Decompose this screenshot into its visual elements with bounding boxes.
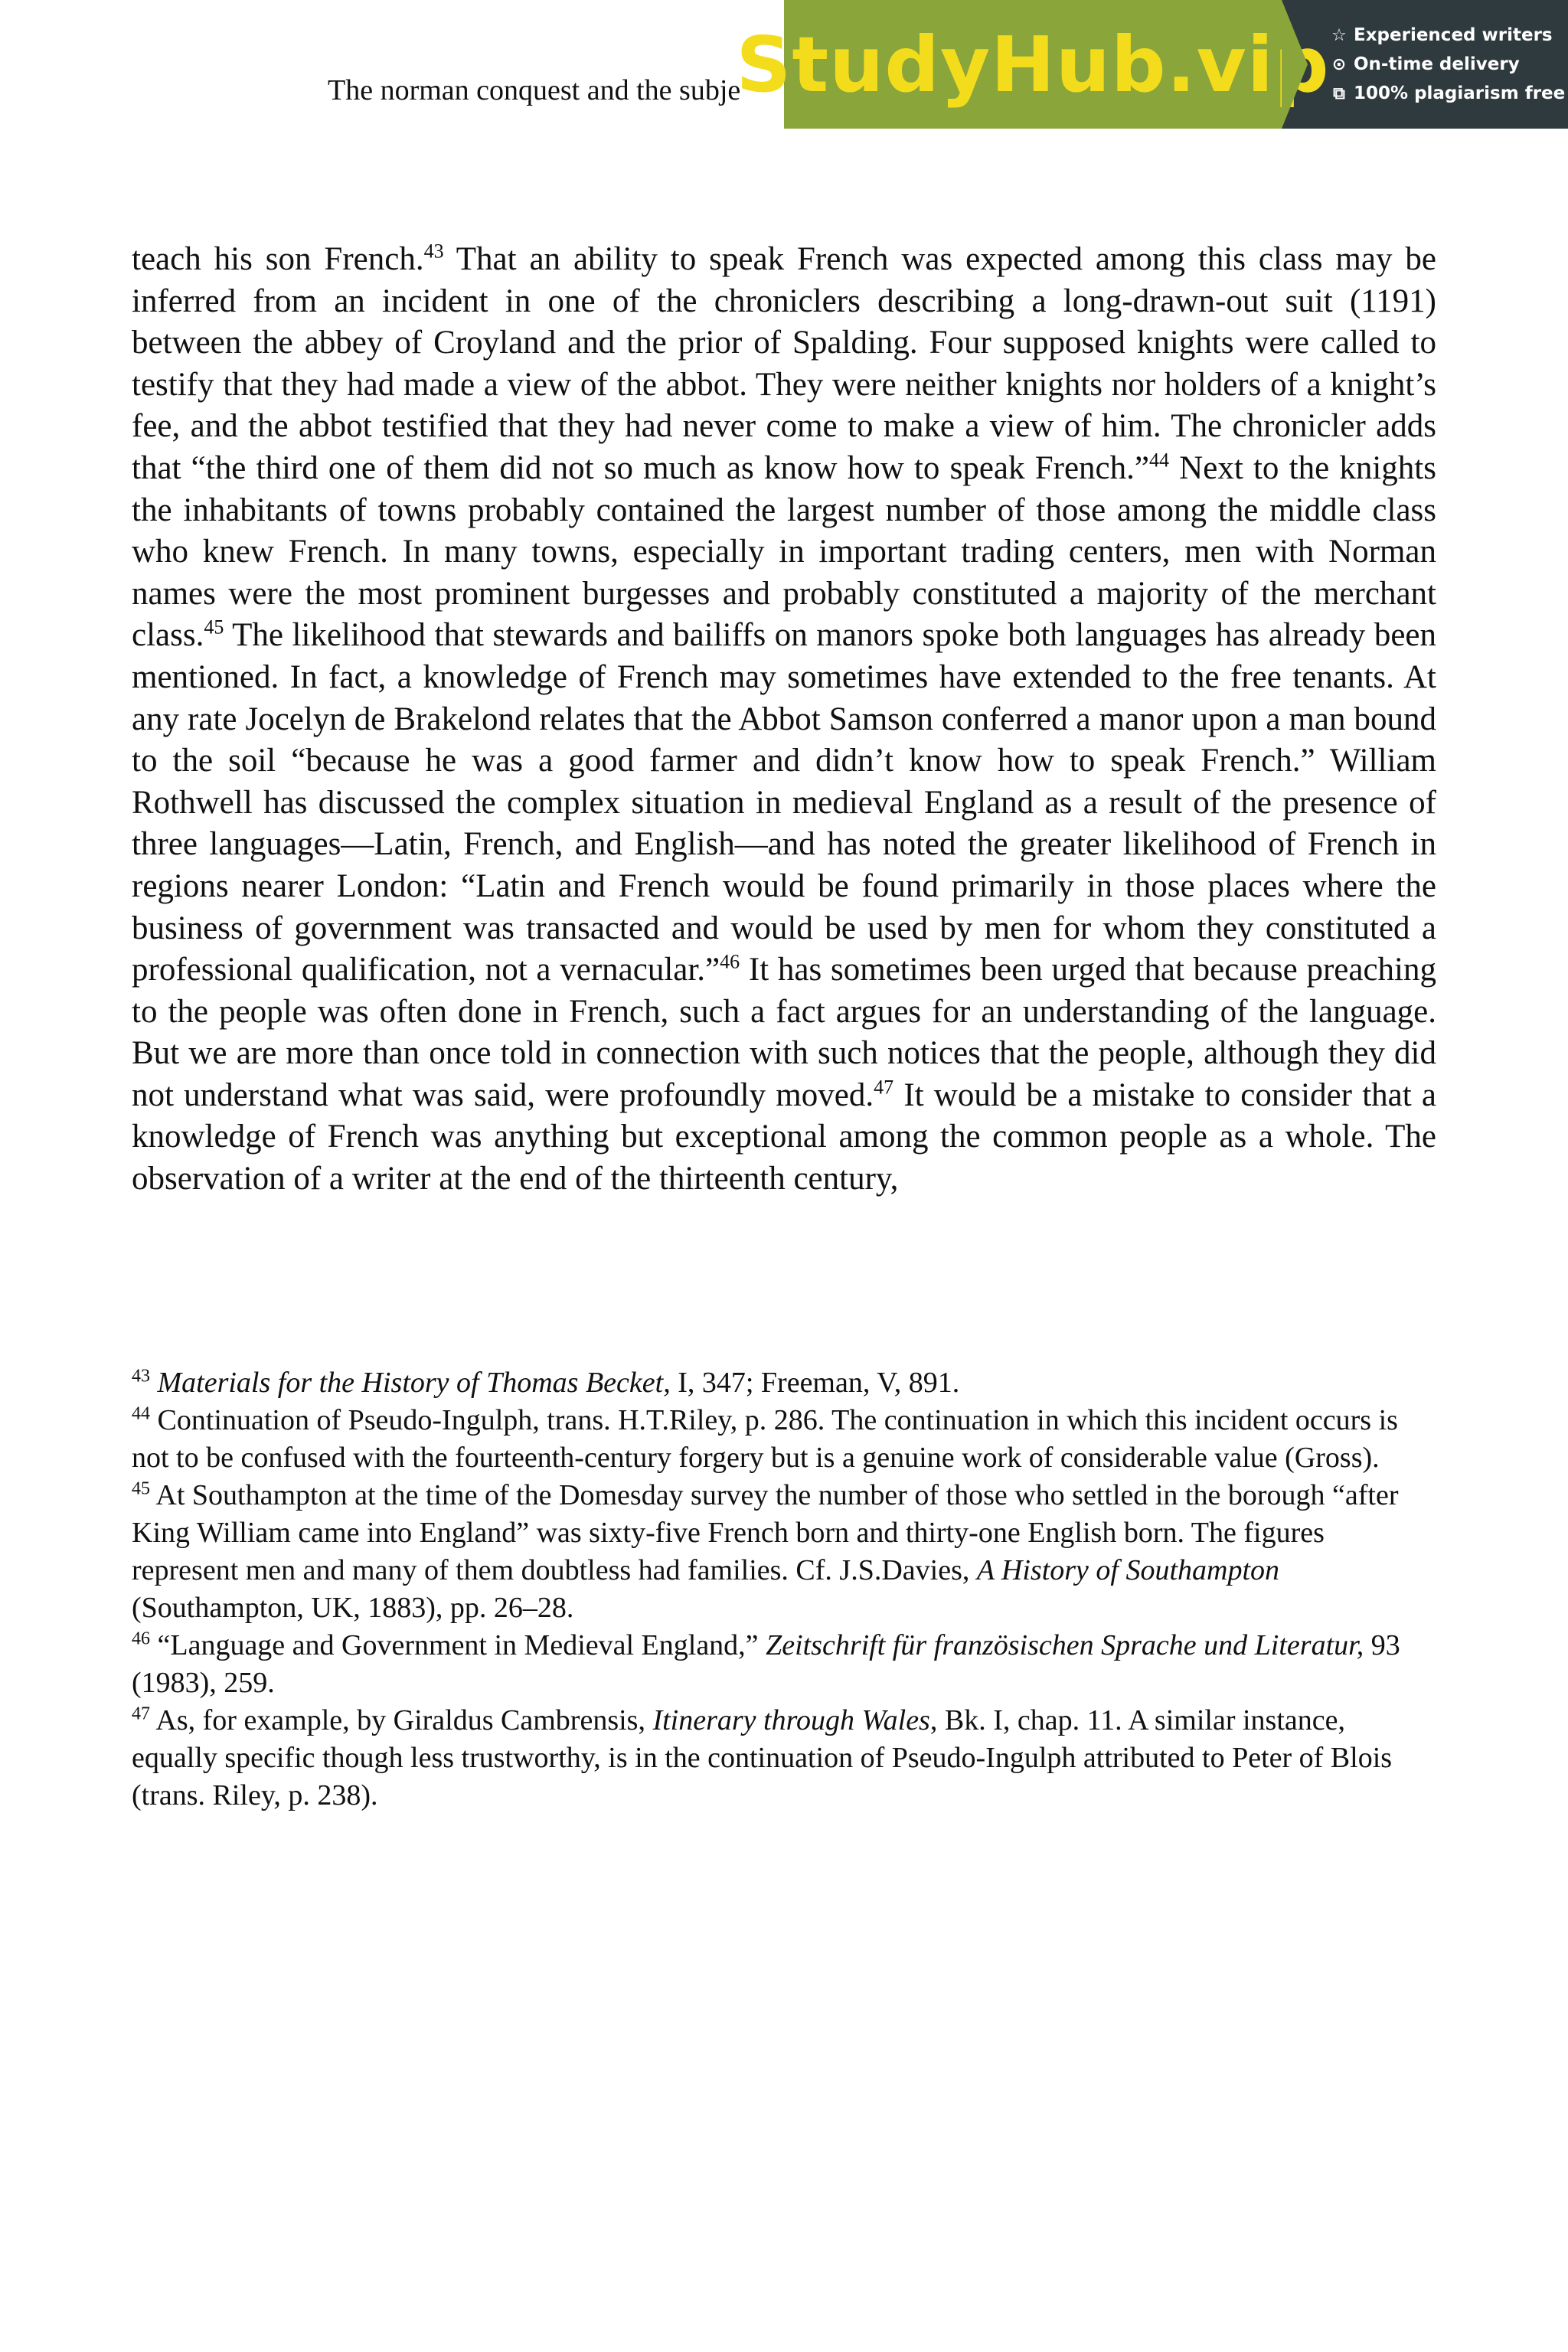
footnote-ref-43[interactable]: 43	[423, 240, 444, 263]
feature-on-time-delivery	[1331, 54, 1568, 74]
footnote-text: As, for example, by Giraldus Cambrensis,	[150, 1704, 653, 1736]
star-icon: ☆	[1331, 25, 1347, 45]
footnote-text: “Language and Government in Medieval England,”	[150, 1629, 766, 1661]
body-text-segment: It has sometimes been urged that because preaching to the people was often done in French, such a fact argues for an understanding of the language. But we are more than once told in connection with such notices that the people, although they did not understand what was said, were profoundly moved.	[132, 952, 1436, 1113]
feature-label: On-time delivery	[1354, 54, 1520, 74]
footnote-text: (Southampton, UK, 1883), pp. 26–28.	[132, 1592, 574, 1624]
body-paragraph	[132, 239, 1436, 1200]
feature-plagiarism-free	[1331, 83, 1568, 103]
copy-icon: ⧉	[1333, 83, 1345, 103]
footnote-number: 45	[132, 1478, 150, 1499]
studyhub-logo[interactable]: StudyHub.vip	[784, 0, 1282, 129]
footnote-46	[132, 1627, 1436, 1702]
footnote-ref-46[interactable]: 46	[720, 950, 740, 973]
footnote-ref-45[interactable]: 45	[204, 616, 224, 639]
body-text-segment: That an ability to speak French was expected among this class may be inferred from an incident in one of the chroniclers describing a long-drawn-out suit (1191) between the abbey of Croyland and the prior of Spalding. Four supposed knights were called to testify that they had made a view of the abbot. They were neither knights nor holders of a knight’s fee, and the abbot testified that they had never come to make a view of him. The chronicler adds that “the third one of them did not so much as know how to speak French.”	[132, 241, 1436, 486]
footnote-title: A History of Southampton	[976, 1554, 1280, 1586]
body-text-segment: teach his son French.	[132, 241, 424, 277]
footnote-ref-44[interactable]: 44	[1148, 449, 1169, 472]
footnote-title: Itinerary through Wales	[652, 1704, 930, 1736]
footnote-number: 47	[132, 1704, 150, 1724]
footnote-number: 43	[132, 1366, 150, 1387]
feature-label: 100% plagiarism free	[1354, 83, 1566, 103]
running-header: The norman conquest and the subje	[328, 74, 741, 106]
body-text-segment: The likelihood that stewards and bailiffs on manors spoke both languages has already been mentioned. In fact, a knowledge of French may sometimes have extended to the free tenants. At any rate Jocelyn de Brakelond relates that the Abbot Samson conferred a manor upon a man bound to the soil “because he was a good farmer and didn’t know how to speak French.” William Rothwell has discussed the complex situation in medieval England as a result of the presence of three languages—Latin, French, and English—and has noted the greater likelihood of French in regions nearer London: “Latin and French would be found primarily in those places where the business of government was transacted and would be used by men for whom they constituted a professional qualification, not a vernacular.”	[132, 617, 1436, 988]
footnote-number: 44	[132, 1403, 150, 1424]
ad-banner[interactable]	[736, 0, 1568, 129]
footnote-45	[132, 1477, 1436, 1627]
clock-icon: ⊙	[1331, 54, 1347, 74]
feature-experienced-writers	[1331, 25, 1568, 45]
footnote-number: 46	[132, 1628, 150, 1649]
footnotes	[132, 1364, 1436, 1815]
footnote-47	[132, 1702, 1436, 1815]
footnote-title: Materials for the History of Thomas Becket,	[157, 1367, 671, 1399]
body-text-segment: Next to the knights the inhabitants of towns probably contained the largest number of those among the middle class who knew French. In many towns, especially in important trading centers, men with Norman names were the most prominent burgesses and probably constituted a majority of the merchant class.	[132, 449, 1436, 654]
footnote-ref-47[interactable]: 47	[874, 1076, 894, 1099]
footnote-text: 93 (1983), 259.	[132, 1629, 1400, 1699]
footnote-text: At Southampton at the time of the Domesday survey the number of those who settled in the borough “after King William came into England” was sixty-five French born and thirty-one English born. The figures represent men and many of them doubtless had families. Cf. J.S.Davies,	[132, 1479, 1399, 1586]
body-text-segment: It would be a mistake to consider that a knowledge of French was anything but exceptional among the common people as a whole. The observation of a writer at the end of the thirteenth century,	[132, 1076, 1436, 1197]
footnote-44	[132, 1402, 1436, 1477]
feature-label: Experienced writers	[1354, 25, 1553, 45]
footnote-text: , Bk. I, chap. 11. A similar instance, equally specific though less trustworthy, is in the continuation of Pseudo-Ingulph attributed to Peter of Blois (trans. Riley, p. 238).	[132, 1704, 1393, 1811]
footnote-43	[132, 1364, 1436, 1402]
footnote-text: Continuation of Pseudo-Ingulph, trans. H.T.Riley, p. 286. The continuation in which this incident occurs is not to be confused with the fourteenth-century forgery but is a genuine work of considerable value (Gross).	[132, 1404, 1398, 1474]
footnote-text: I, 347; Freeman, V, 891.	[670, 1367, 960, 1399]
footnote-title: Zeitschrift für französischen Sprache und Literatur,	[766, 1629, 1364, 1661]
